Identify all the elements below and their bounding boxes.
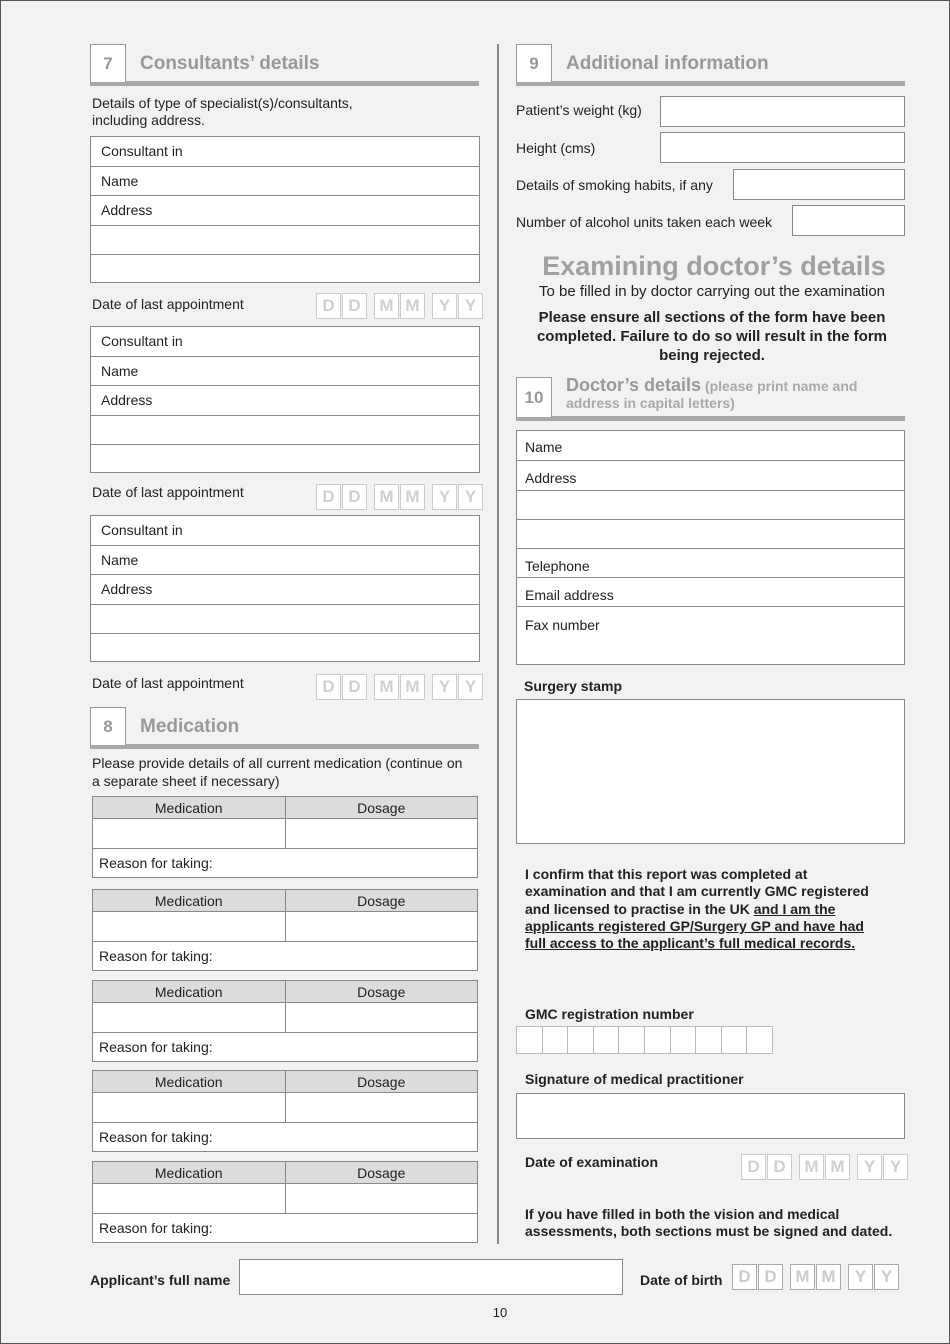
section-10-note: (please print name and: [704, 378, 858, 394]
email-label: Email address: [525, 587, 614, 603]
column-divider: [497, 44, 499, 1244]
section-10-number: 10: [516, 377, 552, 417]
doctor-address-line-2[interactable]: [517, 491, 904, 520]
dosage-column-header: Dosage: [357, 983, 406, 1000]
confirm-line-underlined: and I am the: [753, 900, 836, 917]
dob-label: Date of birth: [640, 1272, 723, 1288]
reason-input[interactable]: [93, 1123, 477, 1151]
warning-line: Please ensure all sections of the form have been: [538, 309, 886, 326]
month-cell[interactable]: M: [790, 1264, 815, 1290]
section-9-title: Additional information: [566, 53, 769, 74]
applicant-name-input[interactable]: [239, 1259, 623, 1295]
consultant-in-label: Consultant in: [101, 333, 183, 350]
day-cell[interactable]: D: [342, 293, 367, 319]
month-cell[interactable]: M: [400, 674, 425, 700]
day-cell[interactable]: D: [316, 484, 341, 510]
doctor-name-label: Name: [525, 439, 563, 455]
consultant-3-address-line-2[interactable]: [91, 605, 479, 635]
year-cell[interactable]: Y: [432, 484, 457, 510]
consultant-3-specialty-field[interactable]: [91, 516, 479, 546]
medication-column-header: Medication: [93, 981, 286, 1002]
height-input[interactable]: [660, 132, 905, 163]
gmc-digit-cell[interactable]: [542, 1026, 569, 1054]
applicant-name-label: Applicant’s full name: [90, 1272, 231, 1288]
dob-input[interactable]: [732, 1264, 900, 1290]
gmc-digit-cell[interactable]: [593, 1026, 620, 1054]
medication-input[interactable]: [93, 819, 286, 848]
gmc-label: GMC registration number: [525, 1006, 694, 1022]
telephone-label: Telephone: [525, 558, 590, 574]
section-7-title: Consultants’ details: [140, 53, 320, 74]
consultant-1-address-line-2[interactable]: [91, 226, 479, 256]
month-cell[interactable]: M: [374, 674, 399, 700]
section-7-intro-line: Details of type of specialist(s)/consultants,: [92, 95, 353, 111]
year-cell[interactable]: Y: [848, 1264, 873, 1290]
name-label: Name: [101, 172, 139, 189]
section-10-header: [516, 377, 905, 421]
section-7-header: [90, 44, 479, 86]
dosage-column-header: Dosage: [357, 799, 406, 816]
examining-warning: [516, 308, 908, 365]
consultant-in-label: Consultant in: [101, 522, 183, 539]
day-cell[interactable]: D: [767, 1154, 792, 1180]
surgery-stamp-label: Surgery stamp: [524, 678, 623, 694]
section-8-header: [90, 707, 479, 749]
consultant-2-date-label: Date of last appointment: [92, 484, 244, 500]
year-cell[interactable]: Y: [458, 484, 483, 510]
reason-input[interactable]: [93, 1033, 477, 1061]
confirmation-statement: [525, 866, 869, 952]
reason-label: Reason for taking:: [99, 1220, 213, 1236]
medication-table-3: [92, 980, 478, 1062]
section-7-number: 7: [90, 44, 126, 82]
doctor-fax-field[interactable]: [517, 607, 904, 636]
consultant-3-name-field[interactable]: [91, 546, 479, 576]
section-8-intro-line: a separate sheet if necessary): [92, 773, 280, 789]
consultant-3-group: [90, 515, 480, 662]
medication-input[interactable]: [93, 912, 286, 941]
section-8-number: 8: [90, 707, 126, 745]
exam-date-input[interactable]: [741, 1154, 909, 1180]
month-cell[interactable]: M: [374, 293, 399, 319]
consultant-1-date-input[interactable]: [316, 293, 484, 319]
medication-table-2: [92, 889, 478, 971]
address-label: Address: [101, 392, 153, 409]
confirm-line: I confirm that this report was completed at: [525, 866, 808, 882]
doctor-name-field[interactable]: [517, 431, 904, 461]
section-7-intro: [92, 95, 353, 129]
warning-line: completed. Failure to do so will result in the form: [536, 328, 888, 345]
section-8-title: Medication: [140, 716, 240, 737]
gmc-digit-cell[interactable]: [670, 1026, 697, 1054]
medication-table-5: [92, 1161, 478, 1243]
signature-label: Signature of medical practitioner: [525, 1071, 744, 1087]
section-10-note: address in capital letters): [566, 395, 735, 411]
consultant-2-date-input[interactable]: [316, 484, 484, 510]
dosage-column-header: Dosage: [357, 1073, 406, 1090]
month-cell[interactable]: M: [825, 1154, 850, 1180]
reason-label: Reason for taking:: [99, 1129, 213, 1145]
signature-box[interactable]: [516, 1093, 905, 1139]
reason-input[interactable]: [93, 849, 477, 877]
doctor-address-label: Address: [525, 470, 577, 486]
month-cell[interactable]: M: [816, 1264, 841, 1290]
dosage-column-header: Dosage: [357, 892, 406, 909]
exam-date-label: Date of examination: [525, 1154, 659, 1170]
confirm-line-underlined: full access to the applicant’s full medical records.: [525, 935, 856, 952]
medication-column-header: Medication: [93, 1162, 286, 1183]
smoking-label: Details of smoking habits, if any: [516, 177, 713, 193]
address-label: Address: [101, 581, 153, 598]
year-cell[interactable]: Y: [874, 1264, 899, 1290]
consultant-2-group: [90, 326, 480, 473]
height-label: Height (cms): [516, 140, 596, 156]
consultant-1-date-label: Date of last appointment: [92, 296, 244, 312]
year-cell[interactable]: Y: [432, 293, 457, 319]
consultant-3-address-field[interactable]: [91, 575, 479, 605]
consultant-3-address-line-3[interactable]: [91, 634, 479, 664]
day-cell[interactable]: D: [732, 1264, 757, 1290]
section-8-intro: [92, 754, 462, 790]
dosage-input[interactable]: [286, 1003, 478, 1032]
confirm-line: and licensed to practise in the UK: [525, 900, 754, 917]
gmc-number-input[interactable]: [516, 1026, 772, 1054]
year-cell[interactable]: Y: [883, 1154, 908, 1180]
doctor-details-group: [516, 430, 905, 665]
confirm-line: examination and that I am currently GMC registered: [525, 883, 869, 900]
gmc-digit-cell[interactable]: [516, 1026, 543, 1054]
signing-note: [525, 1206, 892, 1240]
section-7-intro-line: including address.: [92, 112, 205, 128]
doctor-email-field[interactable]: [517, 578, 904, 607]
examining-doctor-subtitle: To be filled in by doctor carrying out the examination: [538, 283, 886, 300]
year-cell[interactable]: Y: [432, 674, 457, 700]
consultant-in-label: Consultant in: [101, 143, 183, 160]
section-10-title-block: [566, 377, 857, 411]
reason-label: Reason for taking:: [99, 1039, 213, 1055]
name-label: Name: [101, 551, 139, 568]
surgery-stamp-box[interactable]: [516, 699, 905, 844]
dosage-column-header: Dosage: [357, 1164, 406, 1181]
medication-input[interactable]: [93, 1093, 286, 1122]
signing-note-line: If you have filled in both the vision and medical: [525, 1206, 840, 1222]
section-9-number: 9: [516, 44, 552, 82]
day-cell[interactable]: D: [342, 484, 367, 510]
year-cell[interactable]: Y: [458, 293, 483, 319]
consultant-1-address-field[interactable]: [91, 196, 479, 226]
consultant-2-address-line-3[interactable]: [91, 445, 479, 475]
day-cell[interactable]: D: [316, 293, 341, 319]
doctor-telephone-field[interactable]: [517, 549, 904, 578]
smoking-input[interactable]: [733, 169, 905, 200]
warning-line: being rejected.: [659, 347, 765, 364]
section-9-header: [516, 44, 905, 86]
medication-table-4: [92, 1070, 478, 1152]
page-number: 10: [492, 1305, 508, 1320]
name-label: Name: [101, 362, 139, 379]
confirm-line-underlined: applicants registered GP/Surgery GP and have had: [525, 917, 864, 934]
address-label: Address: [101, 202, 153, 219]
reason-input[interactable]: [93, 942, 477, 970]
month-cell[interactable]: M: [799, 1154, 824, 1180]
dosage-input[interactable]: [286, 1184, 478, 1213]
month-cell[interactable]: M: [400, 293, 425, 319]
medication-input[interactable]: [93, 1003, 286, 1032]
consultant-2-specialty-field[interactable]: [91, 327, 479, 357]
month-cell[interactable]: M: [374, 484, 399, 510]
alcohol-label: Number of alcohol units taken each week: [516, 214, 773, 230]
doctor-address-line-3[interactable]: [517, 520, 904, 549]
consultant-1-group: [90, 136, 480, 283]
day-cell[interactable]: D: [316, 674, 341, 700]
reason-label: Reason for taking:: [99, 855, 213, 871]
medication-column-header: Medication: [93, 1071, 286, 1092]
medication-input[interactable]: [93, 1184, 286, 1213]
gmc-digit-cell[interactable]: [644, 1026, 671, 1054]
reason-label: Reason for taking:: [99, 948, 213, 964]
alcohol-input[interactable]: [792, 205, 905, 236]
dosage-input[interactable]: [286, 1093, 478, 1122]
gmc-digit-cell[interactable]: [618, 1026, 645, 1054]
section-8-intro-line: Please provide details of all current medication (continue on: [92, 755, 463, 771]
day-cell[interactable]: D: [741, 1154, 766, 1180]
consultant-2-address-field[interactable]: [91, 386, 479, 416]
medication-table-1: [92, 796, 478, 878]
medication-column-header: Medication: [93, 890, 286, 911]
dosage-input[interactable]: [286, 819, 478, 848]
consultant-2-address-line-2[interactable]: [91, 416, 479, 446]
consultant-2-name-field[interactable]: [91, 357, 479, 387]
month-cell[interactable]: M: [400, 484, 425, 510]
consultant-3-date-input[interactable]: [316, 674, 484, 700]
gmc-digit-cell[interactable]: [721, 1026, 748, 1054]
year-cell[interactable]: Y: [458, 674, 483, 700]
weight-input[interactable]: [660, 96, 905, 127]
gmc-digit-cell[interactable]: [695, 1026, 722, 1054]
doctor-address-field[interactable]: [517, 461, 904, 491]
weight-label: Patient’s weight (kg): [516, 102, 642, 118]
gmc-digit-cell[interactable]: [567, 1026, 594, 1054]
day-cell[interactable]: D: [342, 674, 367, 700]
dosage-input[interactable]: [286, 912, 478, 941]
consultant-3-date-label: Date of last appointment: [92, 675, 244, 691]
consultant-1-address-line-3[interactable]: [91, 255, 479, 285]
fax-label: Fax number: [525, 617, 600, 633]
year-cell[interactable]: Y: [857, 1154, 882, 1180]
gmc-digit-cell[interactable]: [746, 1026, 773, 1054]
day-cell[interactable]: D: [758, 1264, 783, 1290]
reason-input[interactable]: [93, 1214, 477, 1242]
medication-column-header: Medication: [93, 797, 286, 818]
section-10-title: Doctor’s details: [566, 375, 702, 395]
consultant-1-name-field[interactable]: [91, 167, 479, 197]
consultant-1-specialty-field[interactable]: [91, 137, 479, 167]
examining-doctor-title: Examining doctor’s details: [542, 251, 886, 281]
signing-note-line: assessments, both sections must be signed and dated.: [525, 1223, 893, 1239]
